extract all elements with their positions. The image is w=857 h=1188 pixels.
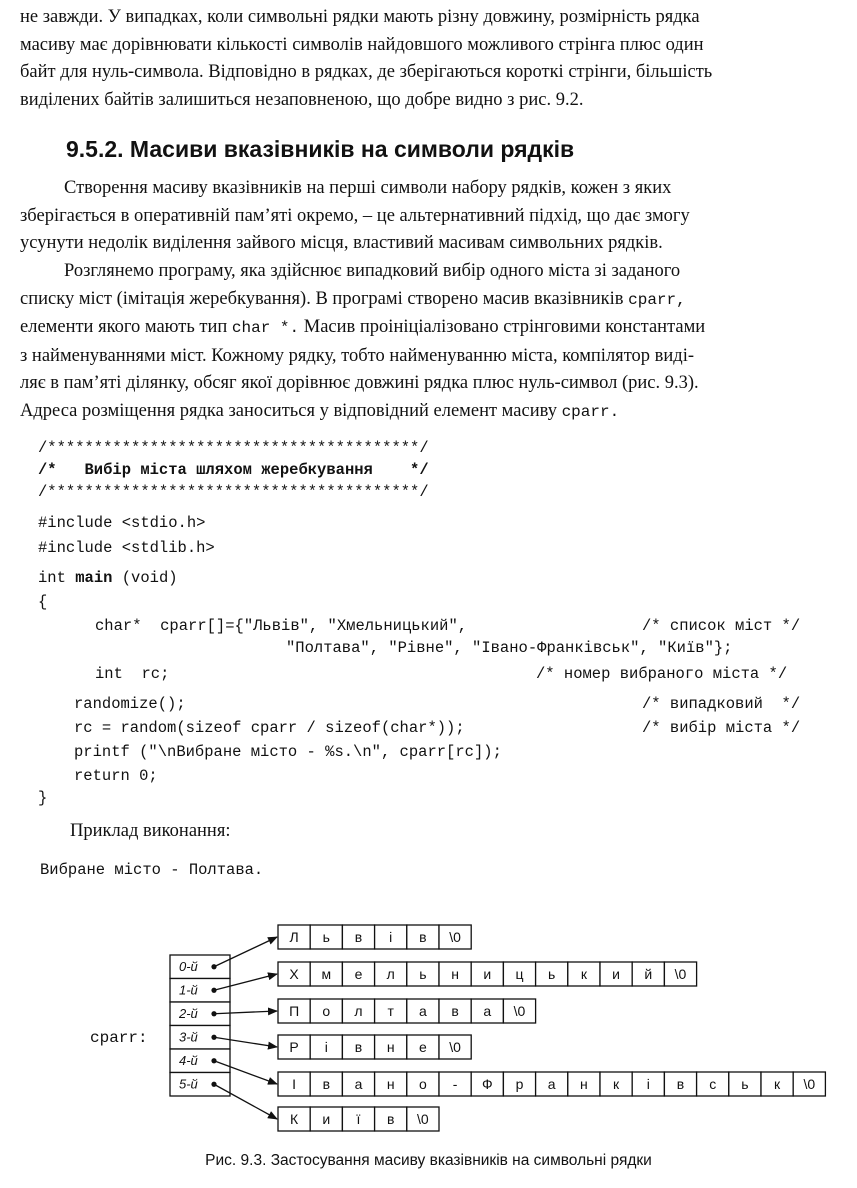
paragraph-2 bbox=[20, 258, 820, 427]
char-label: \0 bbox=[674, 966, 687, 982]
char-label: и bbox=[483, 966, 492, 982]
array-cells bbox=[170, 955, 230, 1096]
text-line: масиву має дорівнювати кількості символів найдовшого можливого стрінга плюс один bbox=[20, 34, 704, 55]
code-comment: /* вибір міста */ bbox=[642, 719, 801, 737]
text-fragment: Адреса розміщення рядка заноситься у відповідний елемент масиву bbox=[20, 400, 557, 421]
code-line: randomize(); bbox=[74, 695, 186, 713]
string-row bbox=[278, 1107, 439, 1131]
string-row bbox=[278, 1072, 825, 1096]
char-label: ї bbox=[356, 1111, 361, 1127]
char-label: \0 bbox=[449, 1039, 461, 1055]
array-cell-index: 4-й bbox=[179, 1053, 198, 1068]
char-label: в bbox=[354, 929, 363, 945]
intro-paragraph bbox=[20, 4, 820, 114]
text-fragment: Масив проініціалізовано стрінговими константами bbox=[303, 317, 706, 338]
code-comment-border: /****************************************/ bbox=[38, 439, 429, 457]
array-cell-index: 5-й bbox=[179, 1076, 198, 1092]
char-label: н bbox=[386, 1076, 395, 1092]
char-label: ь bbox=[741, 1076, 749, 1092]
code-line: } bbox=[38, 789, 48, 807]
char-label: \0 bbox=[449, 929, 461, 945]
char-label: і bbox=[324, 1039, 328, 1055]
code-token: int bbox=[38, 569, 76, 587]
char-label: і bbox=[646, 1076, 650, 1092]
inline-code: cparr. bbox=[561, 402, 620, 421]
char-label: І bbox=[292, 1076, 297, 1092]
code-line bbox=[38, 568, 178, 588]
code-line: int rc; bbox=[95, 665, 170, 683]
char-label: - bbox=[452, 1076, 458, 1092]
example-label: Приклад виконання: bbox=[70, 821, 231, 841]
figure-caption: Рис. 9.3. Застосування масиву вказівників на символьні рядки bbox=[205, 1152, 652, 1169]
char-label: в bbox=[322, 1076, 331, 1092]
char-label: м bbox=[321, 966, 332, 982]
text-line bbox=[20, 286, 820, 315]
char-label: л bbox=[354, 1003, 363, 1019]
char-label: к bbox=[613, 1076, 620, 1092]
char-label: ц bbox=[515, 966, 524, 982]
code-line: #include <stdlib.h> bbox=[38, 539, 215, 557]
code-token: main bbox=[75, 569, 113, 587]
char-label: ь bbox=[548, 966, 556, 982]
char-label: в bbox=[354, 1039, 363, 1055]
text-line: байт для нуль-символа. Відповідно в рядках, де зберігаються короткі стрінги, більшість bbox=[20, 62, 713, 83]
char-label: т bbox=[387, 1003, 394, 1019]
inline-code: char *. bbox=[231, 319, 300, 338]
char-label: Х bbox=[289, 966, 299, 982]
array-cell-index: 0-й bbox=[179, 959, 198, 974]
array-cell-index: 1-й bbox=[179, 982, 198, 998]
char-label: н bbox=[451, 966, 459, 982]
char-label: ь bbox=[322, 929, 330, 945]
char-label: и bbox=[612, 966, 621, 982]
string-row bbox=[278, 1035, 471, 1059]
text-line: зберігається в оперативній пам’яті окремо, – це альтернативний підхід, що дає змогу bbox=[20, 205, 690, 226]
text-fragment: списку міст (імітація жеребкування). В програмі створено масив вказівників bbox=[20, 288, 624, 309]
code-line: return 0; bbox=[74, 767, 158, 785]
string-row bbox=[278, 925, 471, 949]
char-label: К bbox=[290, 1111, 299, 1127]
char-label: е bbox=[354, 966, 363, 982]
code-comment-title: /* Вибір міста шляхом жеребкування */ bbox=[38, 461, 429, 479]
code-comment-border: /****************************************/ bbox=[38, 483, 429, 501]
char-label: Л bbox=[289, 929, 299, 945]
text-line: Розглянемо програму, яка здійснює випадковий вибір одного міста зі заданого bbox=[64, 261, 681, 281]
char-label: е bbox=[419, 1039, 427, 1055]
char-label: к bbox=[774, 1076, 781, 1092]
code-comment: /* список міст */ bbox=[642, 617, 801, 635]
text-fragment: елементи якого мають тип bbox=[20, 317, 228, 338]
pointer-arrow bbox=[214, 1084, 277, 1119]
code-line: printf ("\nВибране місто - %s.\n", cparr[rc]); bbox=[74, 743, 502, 761]
string-row bbox=[278, 962, 697, 986]
code-line: rc = random(sizeof cparr / sizeof(char*)); bbox=[74, 719, 465, 737]
text-line bbox=[20, 314, 820, 343]
example-output: Вибране місто - Полтава. bbox=[40, 861, 264, 879]
char-label: с bbox=[709, 1076, 717, 1092]
char-label: ь bbox=[419, 966, 427, 982]
text-line: з найменуваннями міст. Кожному рядку, тобто найменуванню міста, компілятор виді- bbox=[20, 345, 695, 366]
string-row bbox=[278, 999, 536, 1023]
text-line bbox=[20, 398, 820, 427]
char-label: в bbox=[386, 1111, 395, 1127]
char-label: і bbox=[389, 929, 393, 945]
array-cell-index: 3-й bbox=[179, 1029, 198, 1045]
char-label: в bbox=[676, 1076, 685, 1092]
code-line: "Полтава", "Рівне", "Івано-Франківськ", "Київ"}; bbox=[286, 639, 733, 657]
char-label: а bbox=[483, 1003, 492, 1019]
char-label: н bbox=[580, 1076, 588, 1092]
text-line: усунути недолік виділення зайвого місця, властивий масивам символьних рядків. bbox=[20, 233, 663, 254]
char-label: \0 bbox=[513, 1003, 526, 1019]
char-label: й bbox=[644, 966, 653, 982]
char-label: \0 bbox=[417, 1111, 429, 1127]
code-line: { bbox=[38, 593, 48, 611]
pointer-array-figure bbox=[0, 915, 857, 1145]
char-label: а bbox=[354, 1076, 363, 1092]
char-label: в bbox=[451, 1003, 459, 1019]
code-line: #include <stdio.h> bbox=[38, 514, 206, 532]
text-line: виділених байтів залишиться незаповненою, що добре видно з рис. 9.2. bbox=[20, 89, 584, 110]
char-label: л bbox=[386, 966, 395, 982]
string-rows bbox=[278, 925, 825, 1131]
char-label: н bbox=[386, 1039, 395, 1055]
paragraph-1 bbox=[20, 175, 820, 258]
char-label: Р bbox=[289, 1039, 299, 1055]
char-label: П bbox=[289, 1003, 300, 1019]
text-line: ляє в пам’яті ділянку, обсяг якої дорівнює довжині рядка плюс нуль-символ (рис. 9.3). bbox=[20, 373, 699, 394]
array-cell-index: 2-й bbox=[179, 1006, 198, 1021]
char-label: в bbox=[419, 929, 427, 945]
char-label: р bbox=[515, 1076, 524, 1092]
char-label: и bbox=[322, 1111, 331, 1127]
char-label: о bbox=[322, 1003, 331, 1019]
char-label: \0 bbox=[803, 1076, 816, 1092]
text-line: не завжди. У випадках, коли символьні рядки мають різну довжину, розмірність рядка bbox=[20, 7, 700, 27]
char-label: Ф bbox=[481, 1076, 493, 1092]
text-line: Створення масиву вказівників на перші символи набору рядків, кожен з яких bbox=[64, 178, 672, 198]
code-line: char* cparr[]={"Львів", "Хмельницький", bbox=[95, 617, 468, 635]
inline-code: cparr, bbox=[628, 290, 686, 309]
section-heading: 9.5.2. Масиви вказівників на символи рядків bbox=[66, 136, 575, 162]
pointer-arrow bbox=[214, 937, 277, 967]
array-label: cparr: bbox=[90, 1029, 148, 1047]
char-label: к bbox=[580, 966, 587, 982]
char-label: а bbox=[419, 1003, 427, 1019]
code-comment: /* випадковий */ bbox=[642, 695, 801, 713]
char-label: о bbox=[419, 1076, 427, 1092]
code-token: (void) bbox=[112, 569, 178, 587]
char-label: а bbox=[547, 1076, 556, 1092]
code-comment: /* номер вибраного міста */ bbox=[536, 665, 788, 683]
